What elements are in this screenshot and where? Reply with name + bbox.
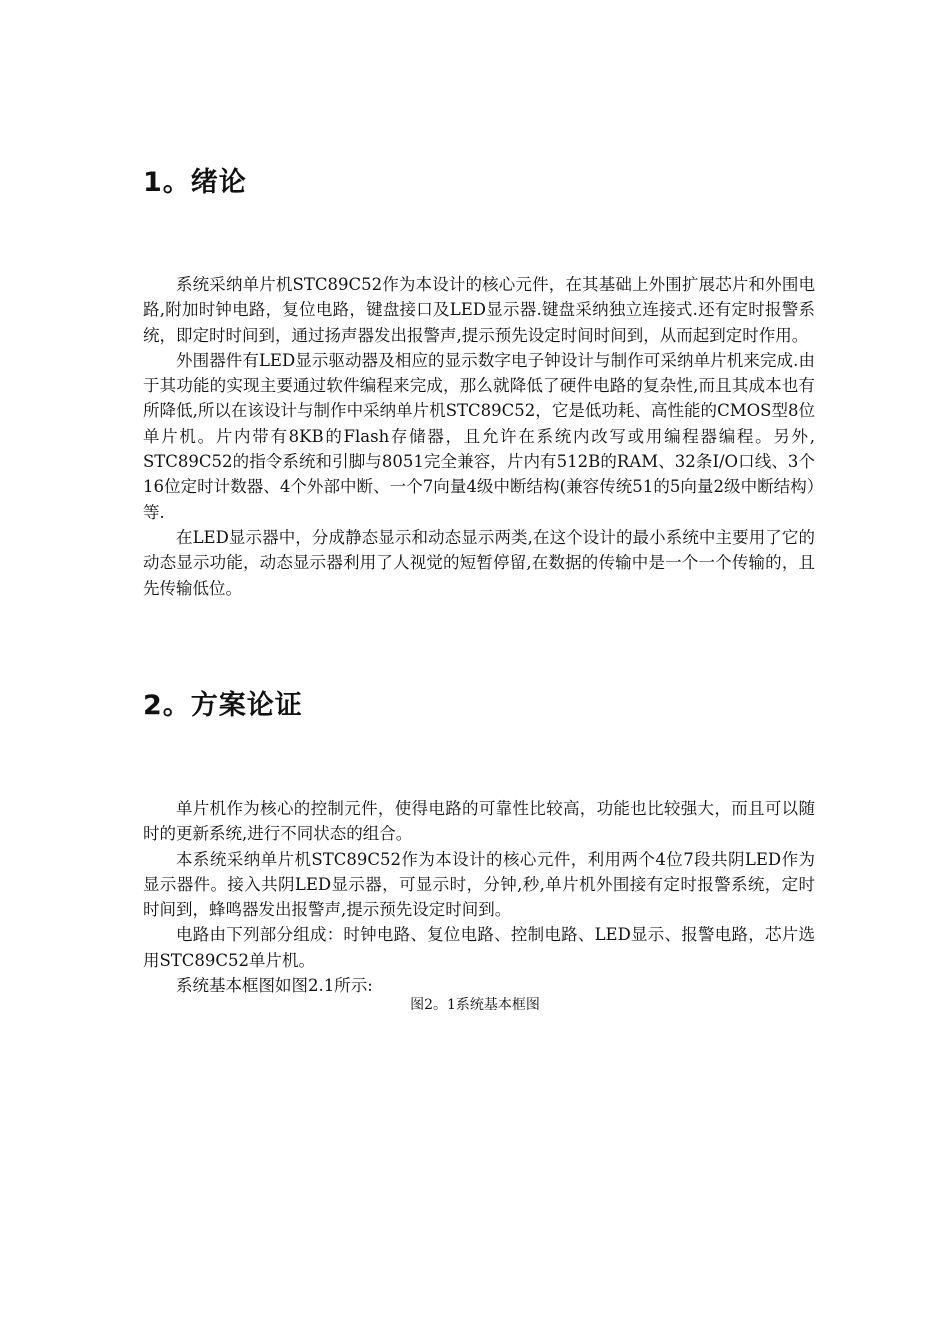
section-2-paragraph-2: 本系统采纳单片机STC89C52作为本设计的核心元件，利用两个4位7段共阴LED作为显示器件。接入共阴LED显示器，可显示时，分钟,秒,单片机外围接有定时报警系统，定时时间到，蜂鸣器发出报警声,提示预先设定时间到。	[143, 849, 815, 920]
figure-caption: 图2。1系统基本框图	[410, 997, 540, 1013]
section-2-paragraph-1: 单片机作为核心的控制元件，使得电路的可靠性比较高，功能也比较强大，而且可以随时的更新系统,进行不同状态的组合。	[143, 799, 815, 844]
section-1-paragraph-2: 外围器件有LED显示驱动器及相应的显示数字电子钟设计与制作可采纳单片机来完成.由于其功能的实现主要通过软件编程来完成，那么就降低了硬件电路的复杂性,而且其成本也有所降低,所以在该设计与制作中采纳单片机STC89C52，它是低功耗、高性能的CMOS型8位单片机。片内带有8KB的Flash存储器，且允许在系统内改写或用编程器编程。另外, STC89C52的指令系统和引脚与8051完全兼容，片内有512B的RAM、32条I/O口线、3个16位定时计数器、4个外部中断、一个7向量4级中断结构(兼容传统51的5向量2级中断结构）等.	[143, 350, 815, 522]
section-2-paragraph-4: 系统基本框图如图2.1所示:	[176, 976, 373, 996]
section-1-paragraph-3: 在LED显示器中，分成静态显示和动态显示两类,在这个设计的最小系统中主要用了它的动态显示功能，动态显示器利用了人视觉的短暂停留,在数据的传输中是一个一个传输的，且先传输低位。	[143, 527, 815, 598]
section-1-heading: 1。绪论	[143, 167, 247, 198]
section-1-paragraph-1: 系统采纳单片机STC89C52作为本设计的核心元件，在其基础上外围扩展芯片和外围电路,附加时钟电路，复位电路，键盘接口及LED显示器.键盘采纳独立连接式.还有定时报警系统，即定时时间到，通过扬声器发出报警声,提示预先设定时间时间到，从而起到定时作用。	[143, 275, 815, 345]
section-2-body	[143, 796, 815, 998]
section-2-heading: 2。方案论证	[143, 690, 303, 721]
section-1-body	[143, 272, 815, 601]
section-2-paragraph-3: 电路由下列部分组成：时钟电路、复位电路、控制电路、LED显示、报警电路，芯片选用STC89C52单片机。	[143, 925, 815, 970]
